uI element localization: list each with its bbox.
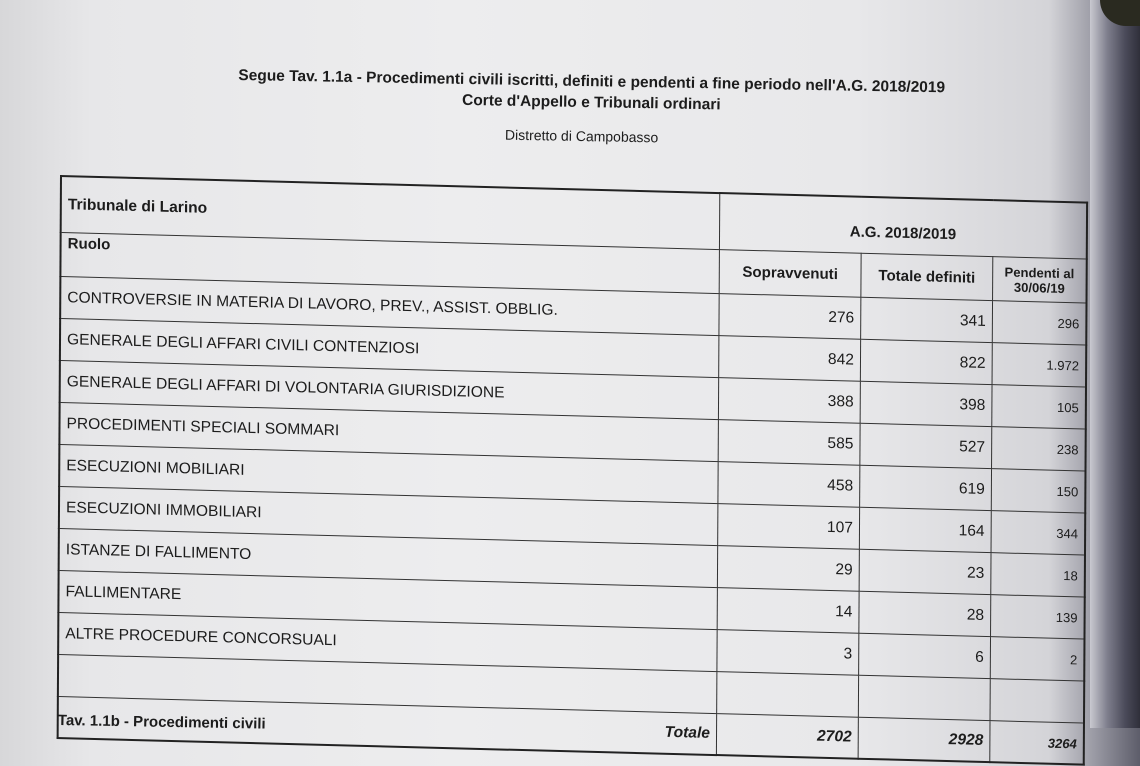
sopravvenuti-value: 276	[719, 294, 861, 340]
table-subtitle: Corte d'Appello e Tribunali ordinari	[461, 91, 721, 114]
sopravvenuti-value: 14	[717, 588, 859, 634]
total-pendenti: 3264	[990, 721, 1084, 765]
pendenti-value: 296	[992, 301, 1086, 345]
row-label: GENERALE DEGLI AFFARI CIVILI CONTENZIOSI	[60, 319, 719, 378]
table-container	[57, 175, 1088, 766]
spacer-cell	[990, 679, 1084, 723]
definiti-value: 619	[860, 465, 992, 510]
row-label: GENERALE DEGLI AFFARI DI VOLONTARIA GIURISDIZIONE	[60, 361, 719, 420]
pendenti-value: 139	[991, 595, 1085, 639]
pendenti-value: 1.972	[992, 343, 1086, 387]
row-label: ESECUZIONI MOBILIARI	[59, 445, 718, 504]
sopravvenuti-value: 388	[718, 378, 860, 424]
book-page-edge	[1090, 0, 1140, 728]
role-header: Ruolo	[60, 233, 719, 294]
definiti-value: 398	[860, 381, 992, 426]
pendenti-value: 18	[991, 553, 1085, 597]
row-label: CONTROVERSIE IN MATERIA DI LAVORO, PREV., ASSIST. OBBLIG.	[60, 277, 719, 336]
row-label: PROCEDIMENTI SPECIALI SOMMARI	[59, 403, 718, 462]
definiti-value: 164	[859, 507, 991, 552]
definiti-value: 28	[859, 591, 991, 636]
definiti-value: 822	[860, 339, 992, 384]
definiti-value: 527	[860, 423, 992, 468]
pendenti-value: 238	[992, 427, 1086, 471]
total-label: Totale	[58, 697, 717, 756]
total-definiti: 2928	[858, 717, 990, 762]
definiti-value: 6	[859, 633, 991, 678]
district-label: Distretto di Campobasso	[504, 126, 659, 146]
row-label: ALTRE PROCEDURE CONCORSUALI	[58, 613, 717, 672]
next-table-heading: Tav. 1.1b - Procedimenti civili	[57, 712, 266, 733]
col-sopravvenuti-header: Sopravvenuti	[719, 250, 861, 298]
sopravvenuti-value: 585	[718, 420, 860, 466]
pendenti-value: 344	[991, 511, 1085, 555]
spacer-cell	[717, 672, 859, 718]
total-sopravvenuti: 2702	[716, 714, 858, 759]
sopravvenuti-value: 107	[718, 504, 860, 550]
definiti-value: 341	[861, 297, 993, 342]
row-label: ISTANZE DI FALLIMENTO	[59, 529, 718, 588]
sopravvenuti-value: 842	[719, 336, 861, 382]
period-header: A.G. 2018/2019	[719, 193, 1087, 259]
col-definiti-header: Totale definiti	[861, 253, 993, 300]
sopravvenuti-value: 458	[718, 462, 860, 508]
sopravvenuti-value: 29	[717, 546, 859, 592]
row-label: ESECUZIONI IMMOBILIARI	[59, 487, 718, 546]
pendenti-value: 105	[992, 385, 1086, 429]
row-label: FALLIMENTARE	[58, 571, 717, 630]
table-title: Segue Tav. 1.1a - Procedimenti civili iscritti, definiti e pendenti a fine periodo nell'A.G. 2018/2019	[238, 66, 946, 97]
document-title	[181, 64, 1002, 120]
court-header: Tribunale di Larino	[61, 176, 720, 250]
pendenti-value: 2	[990, 637, 1084, 681]
sopravvenuti-value: 3	[717, 630, 859, 676]
pendenti-value: 150	[991, 469, 1085, 513]
civil-proceedings-table	[57, 175, 1088, 766]
definiti-value: 23	[859, 549, 991, 594]
col-pendenti-header: Pendenti al 30/06/19	[993, 257, 1087, 303]
spacer-cell	[858, 675, 990, 720]
